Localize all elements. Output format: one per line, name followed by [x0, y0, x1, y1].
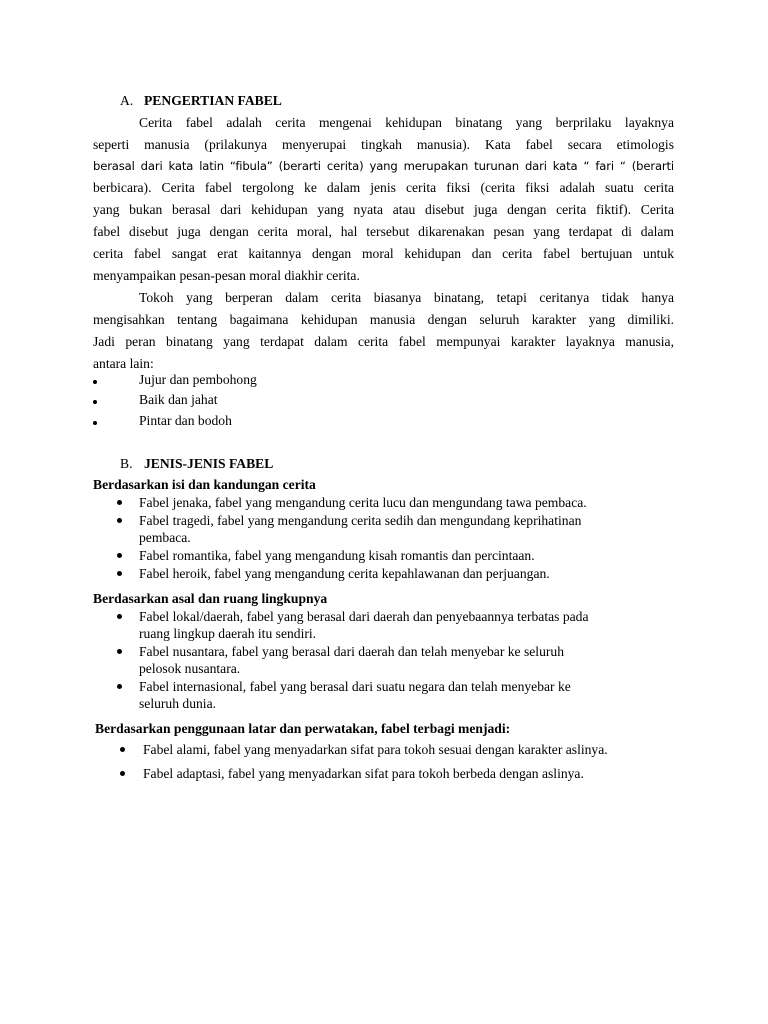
bullet-icon	[117, 571, 122, 576]
list-item: Fabel tragedi, fabel yang mengandung cerita sedih dan mengundang keprihatinan	[139, 513, 582, 528]
subheading: Berdasarkan asal dan ruang lingkupnya	[93, 591, 328, 606]
paragraph-line: Tokoh yang berperan dalam cerita biasanya binatang, tetapi ceritanya tidak hanya	[139, 290, 674, 305]
list-item: Fabel internasional, fabel yang berasal dari suatu negara dan telah menyebar ke	[139, 679, 571, 694]
list-item: Fabel heroik, fabel yang mengandung cerita kepahlawanan dan perjuangan.	[139, 566, 550, 581]
list-item: Fabel romantika, fabel yang mengandung kisah romantis dan percintaan.	[139, 548, 535, 563]
section-b-heading: JENIS-JENIS FABEL	[144, 456, 274, 471]
subheading: Berdasarkan penggunaan latar dan perwatakan, fabel terbagi menjadi:	[95, 721, 511, 736]
paragraph-line: yang bukan berasal dari kehidupan yang nyata atau disebut juga dengan cerita fiktif). Cerita	[93, 202, 674, 217]
list-item: Fabel lokal/daerah, fabel yang berasal dari daerah dan penyebaannya terbatas pada	[139, 609, 589, 624]
list-item: Fabel adaptasi, fabel yang menyadarkan sifat para tokoh berbeda dengan aslinya.	[143, 766, 584, 781]
paragraph-line: berasal dari kata latin “fibula” (berarti cerita) yang merupakan turunan dari kata “ fari “ (berarti	[93, 159, 674, 173]
bullet-icon	[93, 380, 97, 384]
section-a-heading: PENGERTIAN FABEL	[144, 93, 282, 108]
section-a-letter: A.	[120, 93, 134, 108]
bullet-icon	[117, 614, 122, 619]
list-item: Fabel alami, fabel yang menyadarkan sifat para tokoh sesuai dengan karakter aslinya.	[143, 742, 608, 757]
paragraph-line: mengisahkan tentang bagaimana kehidupan manusia dengan seluruh karakter yang dimiliki.	[93, 312, 674, 327]
list-item-continuation: seluruh dunia.	[139, 696, 217, 711]
paragraph-line: Jadi peran binatang yang terdapat dalam cerita fabel mempunyai karakter layaknya manusia,	[93, 334, 674, 349]
list-item: Baik dan jahat	[139, 392, 218, 407]
section-b-letter: B.	[120, 456, 133, 471]
list-item-continuation: pelosok nusantara.	[139, 661, 241, 676]
list-item: Pintar dan bodoh	[139, 413, 232, 428]
list-item-continuation: ruang lingkup daerah itu sendiri.	[139, 626, 317, 641]
bullet-icon	[117, 649, 122, 654]
list-item-continuation: pembaca.	[139, 530, 191, 545]
list-item: Jujur dan pembohong	[139, 372, 257, 387]
bullet-icon	[120, 771, 125, 776]
list-item: Fabel nusantara, fabel yang berasal dari daerah dan telah menyebar ke seluruh	[139, 644, 564, 659]
paragraph-line: seperti manusia (prilakunya menyerupai tingkah manusia). Kata fabel secara etimologis	[93, 137, 674, 152]
paragraph-line: menyampaikan pesan-pesan moral diakhir cerita.	[93, 268, 360, 283]
paragraph-line: antara lain:	[93, 356, 154, 371]
subheading: Berdasarkan isi dan kandungan cerita	[93, 477, 316, 492]
bullet-icon	[117, 684, 122, 689]
bullet-icon	[120, 747, 125, 752]
bullet-icon	[117, 553, 122, 558]
bullet-icon	[117, 500, 122, 505]
list-item: Fabel jenaka, fabel yang mengandung cerita lucu dan mengundang tawa pembaca.	[139, 495, 587, 510]
bullet-icon	[93, 400, 97, 404]
paragraph-line: cerita fabel sangat erat kaitannya dengan moral kehidupan dan cerita fabel bertujuan untuk	[93, 246, 674, 261]
paragraph-line: Cerita fabel adalah cerita mengenai kehidupan binatang yang berprilaku layaknya	[139, 115, 674, 130]
paragraph-line: fabel disebut juga dengan cerita moral, hal tersebut dikarenakan pesan yang terdapat di dalam	[93, 224, 674, 239]
bullet-icon	[117, 518, 122, 523]
paragraph-line: berbicara). Cerita fabel tergolong ke dalam jenis cerita fiksi (cerita fiksi adalah suatu cerita	[93, 180, 674, 195]
bullet-icon	[93, 421, 97, 425]
